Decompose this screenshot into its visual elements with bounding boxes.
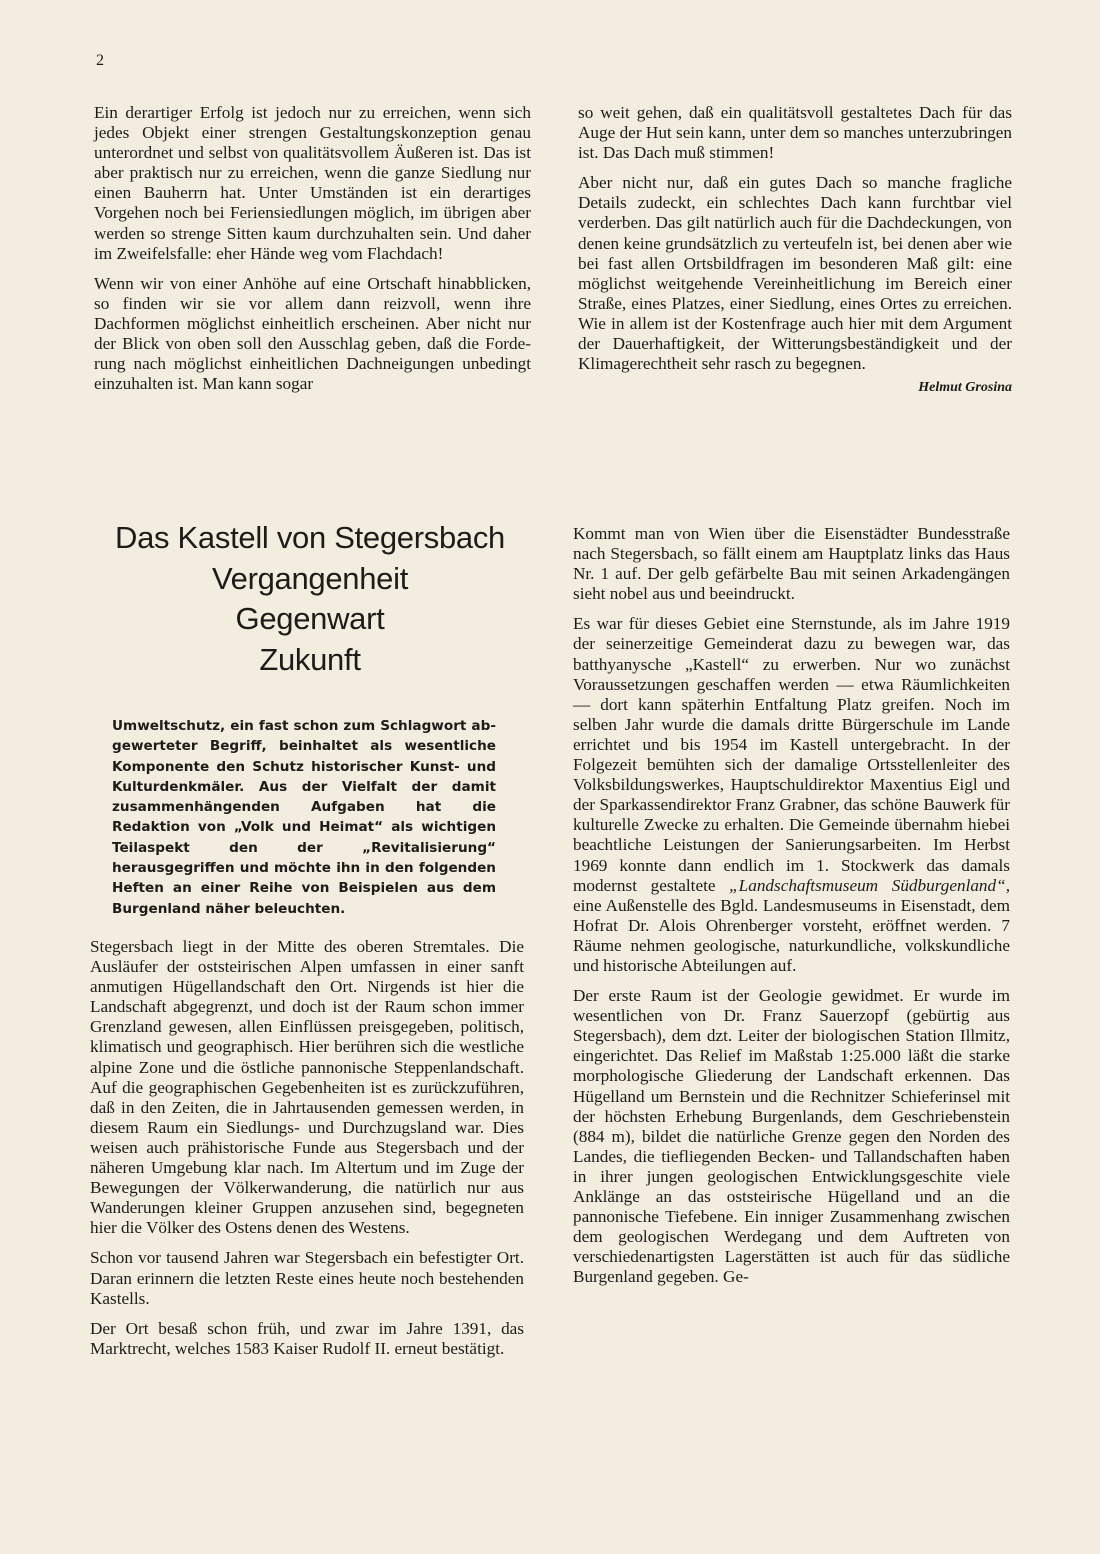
paragraph: Aber nicht nur, daß ein gutes Dach so manche fragliche Details zudeckt, ein schlechtes Dach kann furchtbar viel verderben. Das gilt natürlich auch für die Dachdeckungen, von denen keine grundsätzlich zu verteufeln ist, bei denen aber wie bei fast allen Ortsbildfragen im besonderen Maß gilt: eine möglichst weitgehende Vereinheitlichung im Bereich einer Straße, eines Platzes, einer Siedlung, eines Ortes zu erreichen. Wie in allem ist der Kostenfrage auch hier mit dem Argument der Dauerhaftigkeit, der Witterungsbeständigkeit und der Klimagerechtheit sehr rasch zu begegnen. xyxy=(578,173,1012,374)
text-run: , eine Außenstelle des Bgld. Landesmuseums in Eisenstadt, dem Hofrat Dr. Alois Ohrenberger vorsteht, eröffnet werden. 7 Räume nehmen geologische, naturkundliche, volkskundliche und historische Abteilungen auf. xyxy=(573,875,1010,975)
article-right-column xyxy=(573,524,1010,1297)
article-left-column xyxy=(90,937,524,1369)
page-number: 2 xyxy=(96,52,104,69)
title-line: Zukunft xyxy=(259,641,361,677)
paragraph: Der Ort besaß schon früh, und zwar im Jahre 1391, das Marktrecht, welches 1583 Kaiser Rudolf II. erneut bestätigt. xyxy=(90,1318,524,1358)
previous-article-right-column xyxy=(578,103,1012,396)
title-line: Gegenwart xyxy=(235,601,385,636)
paragraph: Schon vor tausend Jahren war Stegersbach ein befestigter Ort. Daran erinnern die letzten Reste eines heute noch bestehenden Kastells. xyxy=(90,1248,524,1308)
title-line: Das Kastell von Stegersbach xyxy=(115,520,505,555)
paragraph: so weit gehen, daß ein qualitätsvoll gestaltetes Dach für das Auge der Hut sein kann, unter dem so manches unterzubringen ist. Das Dach muß stimmen! xyxy=(578,103,1012,163)
text-run: Es war für dieses Gebiet eine Sternstunde, als im Jahre 1919 der seinerzeitige Gemeinderat dazu zu bewegen war, das batthyanysche „Kastell“ zu erwerben. Nur wo zunächst Voraussetzungen geschaffen werden — etwa Räumlichkeiten — dort kann späterhin Entfaltung Platz greifen. Noch im selben Jahr wurde die damals dritte Bürgerschule im Lande errichtet und bis 1954 im Kastell untergebracht. In der Folgezeit bemühten sich der damalige Ortsstellenleiter des Volksbildungswerkes, Hauptschuldirektor Maxentius Eigl und der Sparkassendirektor Franz Grabner, das schöne Bauwerk für kulturelle Zwecke zu erhalten. Die Gemeinde übernahm hiebei beachtliche Leistungen der Sanierungsarbeiten. Im Herbst 1969 konnte dann endlich im 1. Stockwerk das damals modernst gestaltete xyxy=(573,614,1010,895)
article-title xyxy=(86,518,534,680)
paragraph xyxy=(573,614,1010,976)
title-line: Vergangenheit xyxy=(211,560,409,596)
paragraph: Der erste Raum ist der Geologie gewidmet. Er wurde im wesentlichen von Dr. Franz Sauerzopf (gebürtig aus Stegersbach), dem dzt. Leiter der biologischen Station Illmitz, eingerichtet. Das Relief im Maßstab 1:25.000 läßt die starke morphologische Gliederung der Landschaft erkennen. Das Hügelland um Bernstein und die Rechnitzer Schieferinsel mit der höchsten Erhebung Burgenlands, dem Geschriebenstein (884 m), bildet die natürliche Grenze gegen den Norden des Landes, die tiefliegenden Becken- und Tallandschaften haben in ihrer jungen geologischen Entwicklungsgeschite viele Anklänge an das oststeirische Hügelland und an die pannonische Tiefebene. Ein inniger Zusammenhang zwischen dem geologischen Werdegang und dem Auftreten von verschiedenartigsten Lagerstätten ist auch für das südliche Burgenland gegeben. Ge- xyxy=(573,986,1010,1287)
previous-article-left-column xyxy=(94,103,531,404)
article-intro: Umweltschutz, ein fast schon zum Schlagwort abgewerteter Begriff, beinhaltet als wesentliche Komponente den Schutz historischer Kunst- und Kulturdenkmäler. Aus der Vielfalt der damit zusammenhängenden Aufgaben hat die Redaktion von „Volk und Heimat“ als wichtigen Teilaspekt den der „Revitalisierung“ herausgegriffen und möchte ihn in den folgenden Heften an einer Reihe von Beispielen aus dem Burgenland näher beleuchten. xyxy=(112,718,496,917)
author-signature: Helmut Grosina xyxy=(918,380,1012,396)
paragraph: Wenn wir von einer Anhöhe auf eine Ortschaft hinabblicken, so finden wir sie vor allem dann reizvoll, wenn ihre Dachformen möglichst einheitlich erscheinen. Aber nicht nur der Blick von oben soll den Ausschlag geben, daß die Forderung nach möglichst einheitlichen Dachneigungen unbedingt einzuhalten ist. Man kann sogar xyxy=(94,273,531,394)
paragraph: Kommt man von Wien über die Eisenstädter Bundesstraße nach Stegersbach, so fällt einem am Hauptplatz links das Haus Nr. 1 auf. Der gelb gefärbelte Bau mit seinen Arkadengängen sieht nobel aus und beeindruckt. xyxy=(573,524,1010,604)
museum-name: „Landschaftsmuseum Südburgenland“ xyxy=(729,875,1006,895)
paragraph: Stegersbach liegt in der Mitte des oberen Stremtales. Die Ausläufer der oststeirischen Alpen umfassen in einer sanft anmutigen Hügellandschaft den Ort. Nirgends ist hier die Landschaft abgegrenzt, und doch ist der Raum schon immer Grenzland gewesen, allen Einflüssen preisgegeben, politisch, klimatisch und geographisch. Hier berühren sich die westliche alpine Zone und die östliche pannonische Steppenlandschaft. Auf die geographischen Gegebenheiten ist es zurückzuführen, daß in den Zeiten, die in Jahrtausenden gemessen werden, in diesem Raum ein Siedlungs- und Durchzugsland war. Dies weisen auch prähistorische Funde aus Stegersbach und der näheren Umgebung klar nach. Im Altertum und im Zuge der Bewegungen der Völkerwanderung, die natürlich nur aus Wanderungen kleiner Gruppen anzusehen sind, begegneten hier die Völker des Ostens denen des Westens. xyxy=(90,937,524,1238)
paragraph: Ein derartiger Erfolg ist jedoch nur zu erreichen, wenn sich jedes Objekt einer strengen Gestaltungskonzeption genau unterordnet und selbst von qualitätsvollem Äußeren ist. Das ist aber praktisch nur zu erreichen, wenn die ganze Siedlung nur einen Bauherrn hat. Unter Umständen ist ein derartiges Vorgehen noch bei Feriensiedlungen möglich, im übrigen aber werden so strenge Sitten kaum durchzuhalten sein. Und daher im Zweifelsfalle: eher Hände weg vom Flachdach! xyxy=(94,103,531,263)
